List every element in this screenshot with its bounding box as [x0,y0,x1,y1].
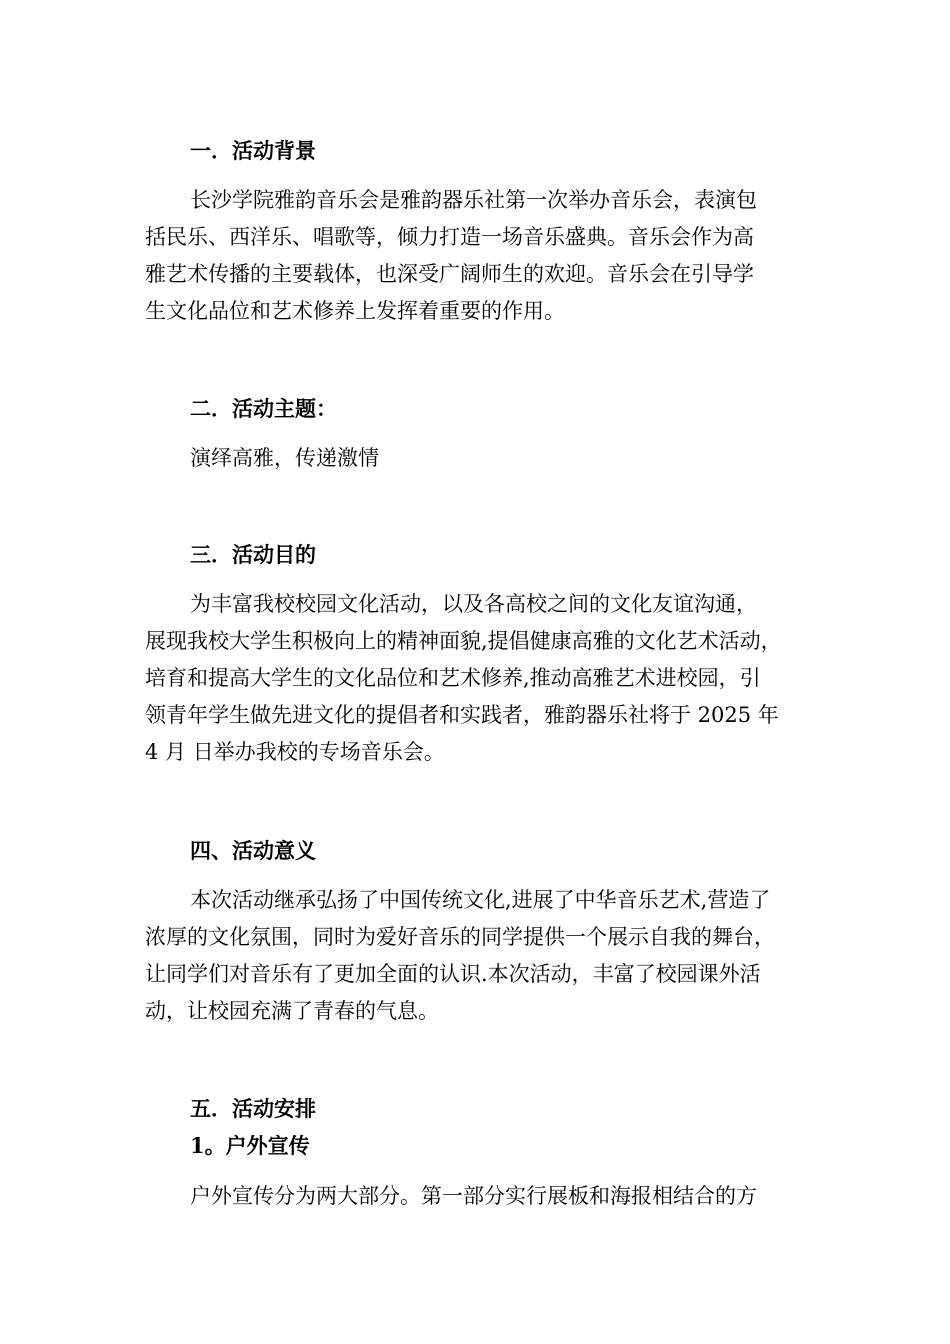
paragraph-line: 演绎高雅，传递激情 [190,446,379,470]
subsection-heading-outdoor-promo: 1。户外宣传 [190,1133,310,1158]
paragraph-line: 4 月 日举办我校的专场音乐会。 [145,740,445,764]
paragraph-line: 长沙学院雅韵音乐会是雅韵器乐社第一次举办音乐会，表演包 [190,188,757,212]
paragraph-line: 户外宣传分为两大部分。第一部分实行展板和海报相结合的方 [190,1184,757,1208]
paragraph-line: 展现我校大学生积极向上的精神面貌,提倡健康高雅的文化艺术活动， [145,629,782,653]
paragraph-line: 生文化品位和艺术修养上发挥着重要的作用。 [145,299,565,323]
section-heading-arrangement: 五．活动安排 [190,1096,316,1121]
paragraph-line: 动，让校园充满了青春的气息。 [145,999,439,1023]
paragraph-line: 雅艺术传播的主要载体，也深受广阔师生的欢迎。音乐会在引导学 [145,262,754,286]
paragraph-line: 让同学们对音乐有了更加全面的认识.本次活动，丰富了校园课外活 [145,962,761,986]
paragraph-line: 括民乐、西洋乐、唱歌等，倾力打造一场音乐盛典。音乐会作为高 [145,225,754,249]
section-heading-theme: 二．活动主题： [190,396,337,421]
section-heading-background: 一．活动背景 [190,138,316,163]
section-heading-purpose: 三．活动目的 [190,542,316,567]
paragraph-line: 为丰富我校校园文化活动，以及各高校之间的文化友谊沟通， [190,592,757,616]
paragraph-line: 浓厚的文化氛围，同时为爱好音乐的同学提供一个展示自我的舞台， [145,925,775,949]
paragraph-line: 本次活动继承弘扬了中国传统文化,进展了中华音乐艺术,营造了 [190,888,771,912]
paragraph-line: 培育和提高大学生的文化品位和艺术修养,推动高雅艺术进校园，引 [145,666,761,690]
paragraph-line: 领青年学生做先进文化的提倡者和实践者，雅韵器乐社将于 2025 年 [145,703,779,727]
section-heading-significance: 四、活动意义 [190,838,316,863]
